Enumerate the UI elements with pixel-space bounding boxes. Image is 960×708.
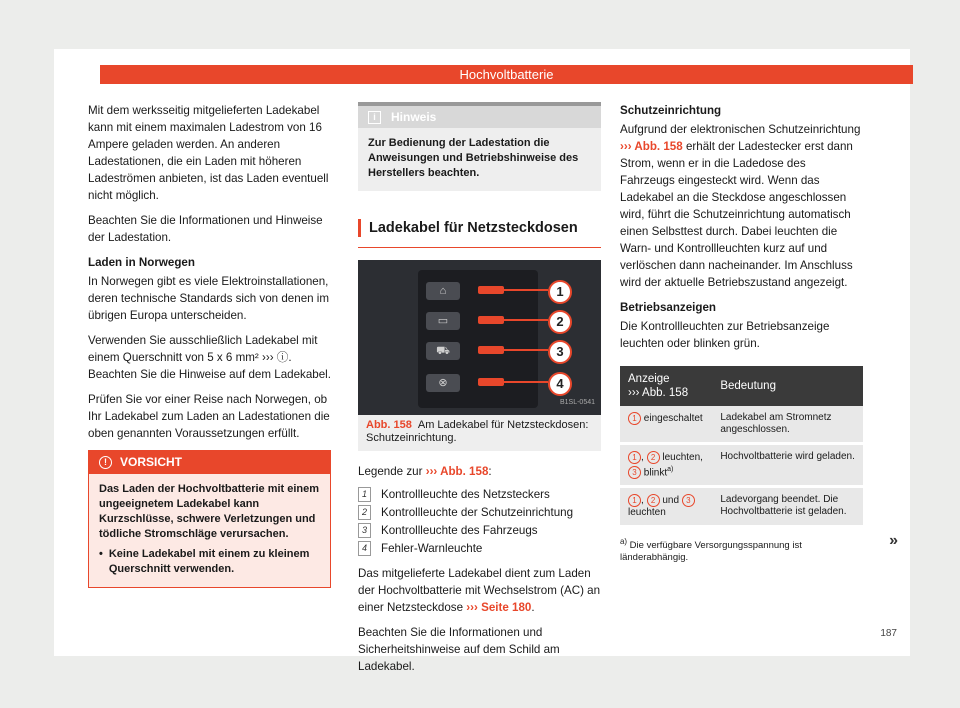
indicator-row-1 (418, 276, 564, 304)
leader-line (504, 349, 548, 351)
section-title: Ladekabel für Netzsteckdosen (358, 219, 601, 237)
figure-link[interactable]: ››› Abb. 158 (620, 140, 683, 153)
paragraph: Aufgrund der elektronischen Schutzeinrichtung ››› Abb. 158 erhält der Ladestecker erst dann Strom, wenn er in die Ladedose des Fahrzeugs eingesteckt wird. Wenn das Ladekabel an die Steckdose angeschlossen wird, führt die Schutzeinrichtung automatisch einen Selbsttest durch. Dabei leuchten die Warn- und Kontrollleuchten kurz auf und verlöschen dann nacheinander. Im Anschluss wird der aktuelle Betriebszustand angezeigt. (620, 123, 861, 289)
page-number: 187 (880, 628, 897, 639)
house-icon: ⌂ (426, 282, 460, 300)
callout-1: 1 (548, 280, 572, 304)
note-body: Zur Bedienung der Ladestation die Anweisungen und Betriebshinweise des Herstellers beachten. (368, 137, 579, 179)
status-table (620, 366, 863, 528)
section-divider (358, 247, 601, 248)
paragraph: Beachten Sie die Informationen und Sicherheitshinweise auf dem Schild am Ladekabel. (358, 626, 560, 673)
table-cell: 1 , 2 und 3 leuchten (620, 487, 712, 527)
figure-158 (358, 260, 601, 415)
legend-item: 4 Fehler-Warnleuchte (358, 540, 601, 557)
column-middle (358, 102, 601, 683)
indicator-row-3 (418, 336, 564, 364)
subheading-protection: Schutzeinrichtung (620, 104, 722, 117)
indicator-row-2 (418, 306, 564, 334)
page-header: Hochvoltbatterie (100, 65, 913, 84)
paragraph: Mit dem werksseitig mitgelieferten Ladekabel kann mit einem maximalen Ladestrom von 16 Ampere geladen werden. An anderen Ladestationen, die ein Laden mit höheren Ladeströmen anbieten, ist das Laden eventuell nicht möglich. (88, 104, 329, 202)
led-2 (478, 316, 504, 324)
paragraph: Verwenden Sie ausschließlich Ladekabel mit einem Querschnitt von 5 x 6 mm² ››› ⓘ. Beachten Sie die Hinweise auf dem Ladekabel. (88, 334, 331, 381)
warning-icon: ! (99, 456, 112, 469)
note-box (358, 102, 601, 191)
caution-bullet: • Keine Ladekabel mit einem zu kleinem Querschnitt verwenden. (99, 548, 310, 575)
paragraph: Beachten Sie die Informationen und Hinweise der Ladestation. (88, 214, 323, 244)
table-cell: Hochvoltbatterie wird geladen. (712, 444, 863, 487)
table-header: Anzeige ››› Abb. 158 (620, 366, 712, 406)
leader-line (504, 319, 548, 321)
manual-page (54, 49, 910, 673)
note-title: i Hinweis (358, 106, 601, 128)
led-1 (478, 286, 504, 294)
callout-3: 3 (548, 340, 572, 364)
table-row (620, 487, 863, 527)
continue-icon: » (889, 532, 898, 549)
leader-line (504, 381, 548, 383)
callout-2: 2 (548, 310, 572, 334)
legend-item: 3 Kontrollleuchte des Fahrzeugs (358, 522, 601, 539)
paragraph: Das mitgelieferte Ladekabel dient zum Laden der Hochvoltbatterie mit Wechselstrom (AC) an einer Netzsteckdose ››› Seite 180. (358, 567, 601, 614)
paragraph: Die Kontrollleuchten zur Betriebsanzeige leuchten oder blinken grün. (620, 320, 830, 350)
caution-title: ! VORSICHT (89, 451, 330, 474)
page-link[interactable]: ››› Seite 180 (466, 601, 532, 614)
legend-intro: Legende zur ››› Abb. 158: (358, 465, 492, 478)
info-icon: i (368, 111, 381, 124)
table-cell: 1 , 2 leuchten, 3 blinkt$^{a)}$ (620, 444, 712, 487)
leader-line (504, 289, 548, 291)
footnote: $^{a)}$ Die verfügbare Versorgungsspannung ist länderabhängig. (620, 537, 802, 564)
column-left (88, 102, 331, 588)
legend-list (358, 486, 601, 557)
table-header-row (620, 366, 863, 406)
plug-icon: ▭ (426, 312, 460, 330)
led-4 (478, 378, 504, 386)
table-row (620, 406, 863, 444)
indicator-row-4 (418, 368, 564, 396)
table-row (620, 444, 863, 487)
subheading-norway: Laden in Norwegen (88, 256, 195, 269)
bullet-icon: • (99, 548, 103, 560)
car-icon: ⛟ (426, 342, 460, 360)
callout-4: 4 (548, 372, 572, 396)
table-header: Bedeutung (712, 366, 863, 406)
subheading-status: Betriebsanzeigen (620, 301, 716, 314)
table-cell: 1 eingeschaltet (620, 406, 712, 444)
caution-body: Das Laden der Hochvoltbatterie mit einem ungeeignetem Ladekabel kann Kurzschlüsse, schwere Verletzungen und tödliche Stromschläge verursachen. • Keine Ladekabel mit einem zu kleinem Querschnitt verwenden. (99, 483, 320, 575)
legend-item: 1 Kontrollleuchte des Netzsteckers (358, 486, 601, 503)
error-icon: ⊗ (426, 374, 460, 392)
led-3 (478, 346, 504, 354)
paragraph: Prüfen Sie vor einer Reise nach Norwegen, ob Ihr Ladekabel zum Laden an Ladestationen die oben genannten Voraussetzungen erfüllt. (88, 393, 330, 440)
figure-caption: Abb. 158 Am Ladekabel für Netzsteckdosen: Schutzeinrichtung. (358, 415, 601, 451)
table-cell: Ladevorgang beendet. Die Hochvoltbatterie ist geladen. (712, 487, 863, 527)
caution-box (88, 450, 331, 588)
figure-code: B1SL-0541 (559, 399, 595, 406)
table-cell: Ladekabel am Stromnetz angeschlossen. (712, 406, 863, 444)
legend-item: 2 Kontrollleuchte der Schutzeinrichtung (358, 504, 601, 521)
paragraph: In Norwegen gibt es viele Elektroinstallationen, deren technische Standards sich von denen im übrigen Europa unterscheiden. (88, 275, 330, 322)
column-right (620, 102, 863, 564)
figure-link[interactable]: ››› Abb. 158 (425, 465, 489, 478)
